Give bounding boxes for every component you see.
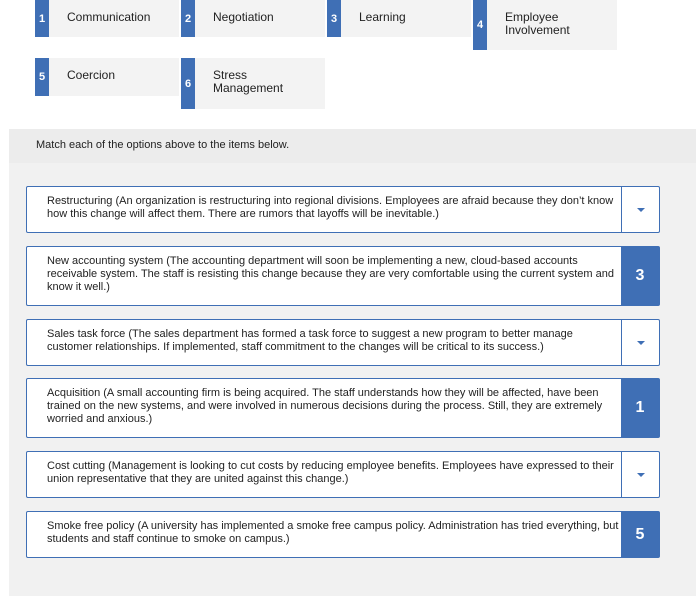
option-label: Learning xyxy=(359,10,406,24)
option-number-badge: 2 xyxy=(181,0,195,37)
instruction-text: Match each of the options above to the items below. xyxy=(9,129,696,163)
match-item-smoke-free-policy xyxy=(26,511,660,558)
item-dropdown[interactable] xyxy=(621,187,659,232)
option-label: Negotiation xyxy=(213,10,274,24)
item-text: Sales task force (The sales department has formed a task force to suggest a new program to better manage customer relationships. If implemented, staff commitment to the changes will be critical to its success.) xyxy=(47,328,573,353)
matching-panel xyxy=(9,129,696,596)
item-text: Restructuring (An organization is restructuring into regional divisions. Employees are afraid because they don’t know how this change will affect them. There are rumors that layoffs will be inevitable.) xyxy=(47,195,614,220)
item-selected-answer[interactable]: 5 xyxy=(621,512,659,557)
match-item-acquisition xyxy=(26,378,660,438)
option-label: Coercion xyxy=(67,68,116,82)
item-text: Acquisition (A small accounting firm is being acquired. The staff understands how they will be affected, have been trained on the new systems, and were involved in numerous decisions during the process. Still, they are extremely worried and anxious.) xyxy=(47,387,603,425)
option-coercion[interactable] xyxy=(35,58,179,96)
item-dropdown[interactable] xyxy=(621,320,659,365)
item-text: Smoke free policy (A university has implemented a smoke free campus policy. Administration has tried everything, but students and staff continue to smoke on campus.) xyxy=(47,520,619,545)
option-stress-management[interactable] xyxy=(181,58,325,109)
option-label: Employee Involvement xyxy=(505,10,570,37)
item-text: New accounting system (The accounting department will soon be implementing a new, cloud-based accounts receivable system. The staff is resisting this change because they are very comfortable using the current system and know it well.) xyxy=(47,255,614,293)
chevron-down-icon xyxy=(637,341,645,345)
match-item-restructuring xyxy=(26,186,660,233)
option-employee-involvement[interactable] xyxy=(473,0,617,50)
item-selected-answer[interactable]: 1 xyxy=(621,379,659,437)
chevron-down-icon xyxy=(637,473,645,477)
match-item-new-accounting-system xyxy=(26,246,660,306)
option-learning[interactable] xyxy=(327,0,471,37)
item-selected-answer[interactable]: 3 xyxy=(621,247,659,305)
option-number-badge: 6 xyxy=(181,58,195,109)
option-label: Communication xyxy=(67,10,151,24)
match-item-sales-task-force xyxy=(26,319,660,366)
option-label: Stress Management xyxy=(213,68,284,95)
match-item-cost-cutting xyxy=(26,451,660,498)
chevron-down-icon xyxy=(637,208,645,212)
option-number-badge: 1 xyxy=(35,0,49,37)
option-communication[interactable] xyxy=(35,0,179,37)
option-number-badge: 5 xyxy=(35,58,49,96)
option-negotiation[interactable] xyxy=(181,0,325,37)
option-number-badge: 3 xyxy=(327,0,341,37)
item-text: Cost cutting (Management is looking to cut costs by reducing employee benefits. Employees have expressed to their union representative that they are united against this change.) xyxy=(47,460,614,485)
item-dropdown[interactable] xyxy=(621,452,659,497)
option-number-badge: 4 xyxy=(473,0,487,50)
